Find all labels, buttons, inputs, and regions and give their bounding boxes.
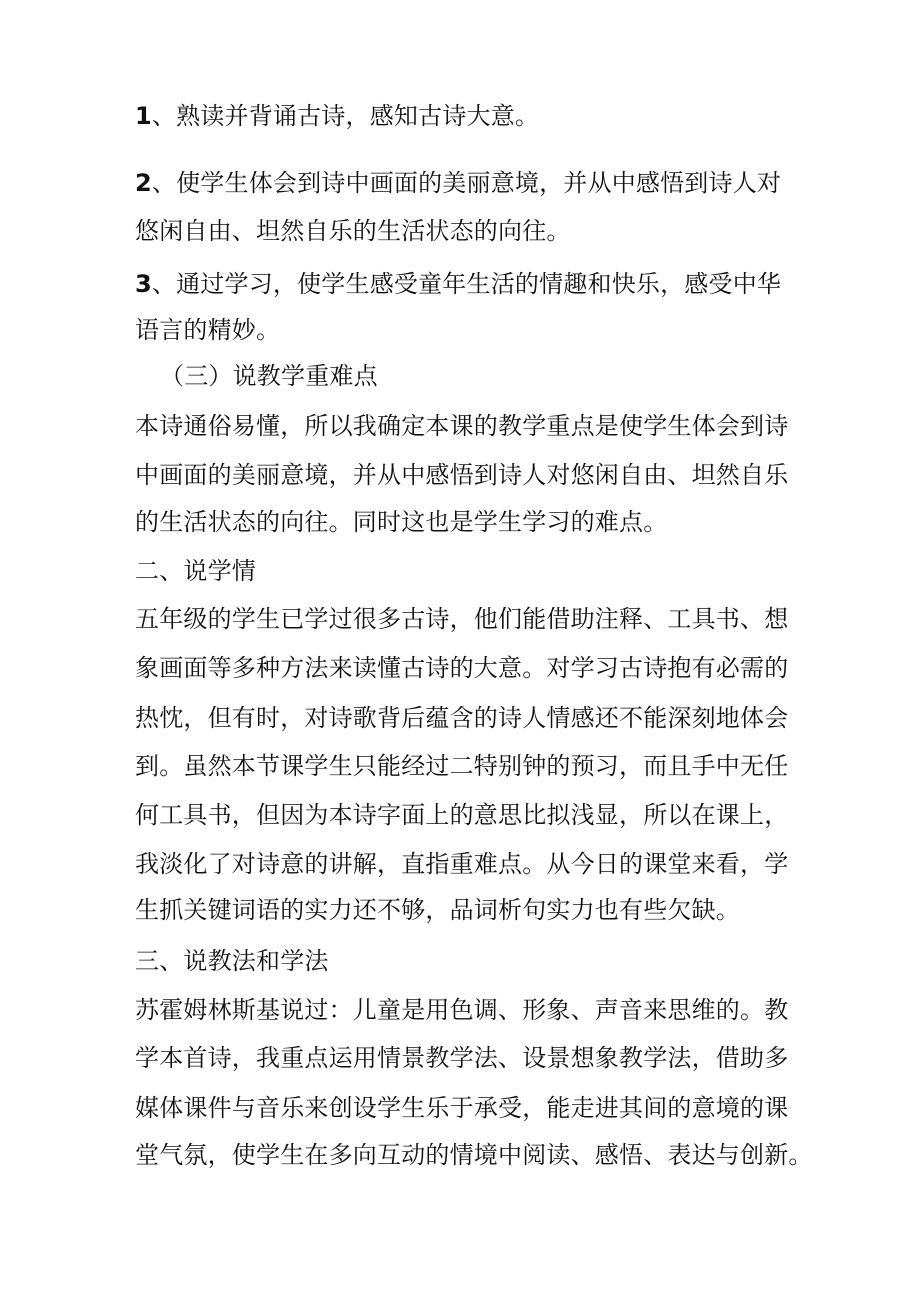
objective-number: 1	[135, 102, 152, 130]
objective-text: 、通过学习，使学生感受童年生活的情趣和快乐，感受中华	[151, 270, 782, 298]
paragraph-line: 本诗通俗易懂，所以我确定本课的教学重点是使学生体会到诗	[135, 412, 789, 440]
objective-number: 2	[135, 169, 152, 197]
section-heading-key-points: （三）说教学重难点	[160, 362, 378, 390]
objective-number: 3	[135, 270, 152, 298]
objective-text: 、熟读并背诵古诗，感知古诗大意。	[151, 102, 540, 130]
paragraph-line: 热忱，但有时，对诗歌背后蕴含的诗人情感还不能深刻地体会	[135, 704, 789, 732]
paragraph-line: 堂气氛，使学生在多向互动的情境中阅读、感悟、表达与创新。	[135, 1141, 813, 1169]
objective-text: 、使学生体会到诗中画面的美丽意境，并从中感悟到诗人对	[151, 169, 782, 197]
paragraph-line: 五年级的学生已学过很多古诗，他们能借助注释、工具书、想	[135, 605, 789, 633]
paragraph-line: 的生活状态的向往。同时这也是学生学习的难点。	[135, 508, 668, 536]
objective-2	[135, 168, 795, 198]
paragraph-line: 苏霍姆林斯基说过：儿童是用色调、形象、声音来思维的。教	[135, 996, 789, 1024]
objective-3-continuation: 语言的精妙。	[135, 316, 281, 344]
objective-3	[135, 269, 795, 299]
paragraph-line: 生抓关键词语的实力还不够，品词析句实力也有些欠缺。	[135, 896, 740, 924]
paragraph-line: 中画面的美丽意境，并从中感悟到诗人对悠闲自由、坦然自乐	[135, 461, 789, 489]
paragraph-line: 象画面等多种方法来读懂古诗的大意。对学习古诗抱有必需的	[135, 654, 789, 682]
paragraph-line: 到。虽然本节课学生只能经过二特别钟的预习，而且手中无任	[135, 752, 789, 780]
paragraph-line: 何工具书，但因为本诗字面上的意思比拟浅显，所以在课上，	[135, 801, 789, 829]
objective-1	[135, 101, 795, 131]
section-heading-students: 二、说学情	[135, 557, 256, 585]
paragraph-line: 我淡化了对诗意的讲解，直指重难点。从今日的课堂来看，学	[135, 850, 789, 878]
section-heading-methods: 三、说教法和学法	[135, 947, 329, 975]
objective-2-continuation: 悠闲自由、坦然自乐的生活状态的向往。	[135, 217, 571, 245]
paragraph-line: 学本首诗，我重点运用情景教学法、设景想象教学法，借助多	[135, 1044, 789, 1072]
paragraph-line: 媒体课件与音乐来创设学生乐于承受，能走进其间的意境的课	[135, 1094, 789, 1122]
